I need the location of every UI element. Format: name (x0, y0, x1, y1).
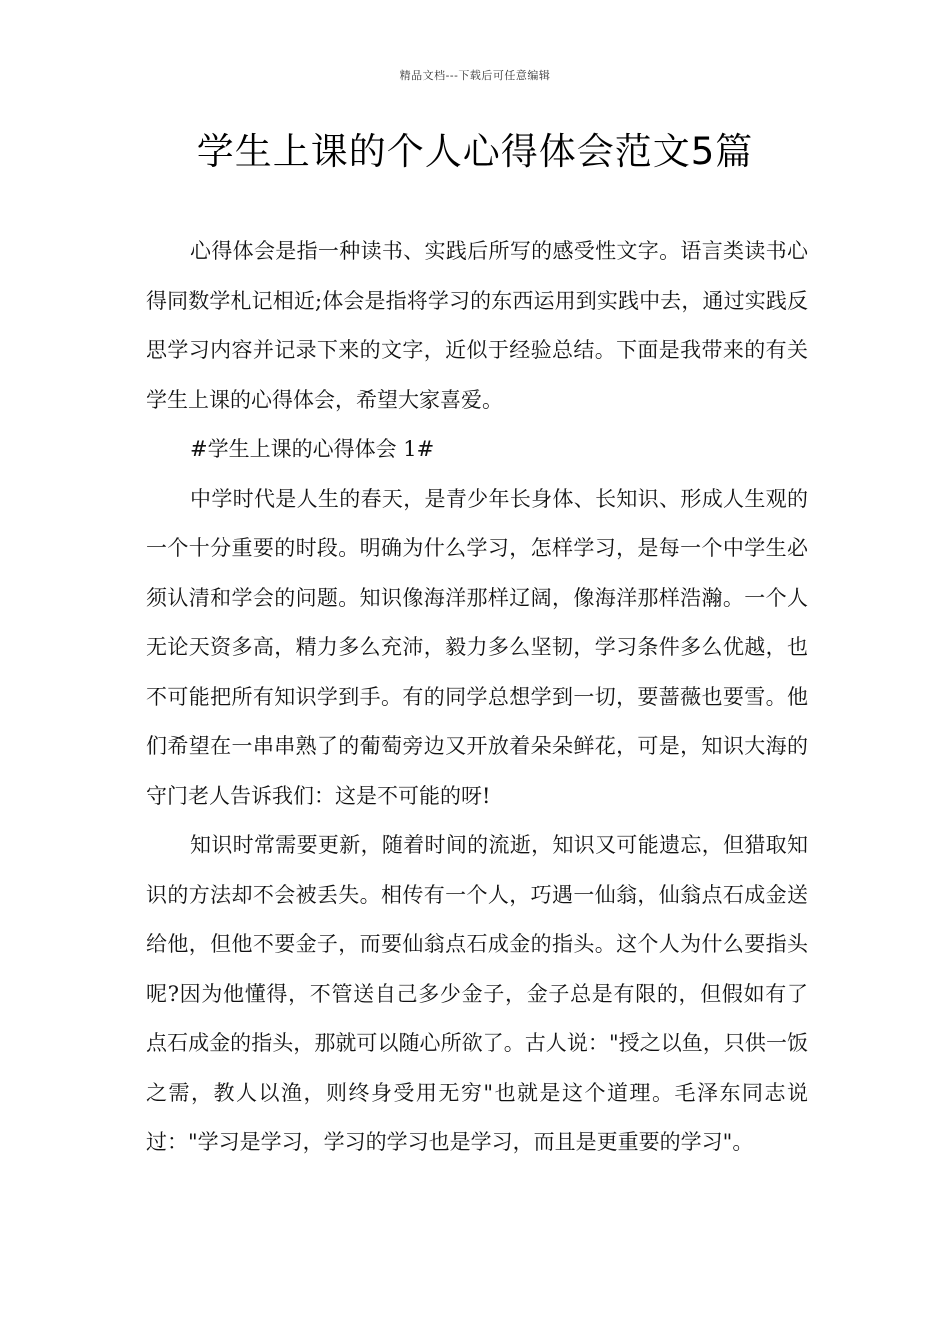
section1-paragraph-1: 中学时代是人生的春天，是青少年长身体、长知识、形成人生观的一个十分重要的时段。明确为什么学习，怎样学习，是每一个中学生必须认清和学会的问题。知识像海洋那样辽阔，像海洋那样浩瀚。一个人无论天资多高，精力多么充沛，毅力多么坚韧，学习条件多么优越，也不可能把所有知识学到手。有的同学总想学到一切，要蔷薇也要雪。他们希望在一串串熟了的葡萄旁边又开放着朵朵鲜花，可是，知识大海的守门老人告诉我们：这是不可能的呀! (146, 486, 808, 808)
document-title: 学生上课的个人心得体会范文5篇 (196, 130, 754, 173)
intro-paragraph: 心得体会是指一种读书、实践后所写的感受性文字。语言类读书心得同数学札记相近;体会是指将学习的东西运用到实践中去，通过实践反思学习内容并记录下来的文字，近似于经验总结。下面是我带来的有关学生上课的心得体会，希望大家喜爱。 (146, 239, 808, 412)
document-body (146, 227, 808, 1168)
header-note: 精品文档---下载后可任意编辑 (399, 69, 551, 82)
section-heading-1: #学生上课的心得体会 1# (190, 437, 435, 461)
section1-paragraph-2: 知识时常需要更新，随着时间的流逝，知识又可能遗忘，但猎取知识的方法却不会被丢失。相传有一个人，巧遇一仙翁，仙翁点石成金送给他，但他不要金子，而要仙翁点石成金的指头。这个人为什么要指头呢?因为他懂得，不管送自己多少金子，金子总是有限的，但假如有了点石成金的指头，那就可以随心所欲了。古人说："授之以鱼，只供一饭之需，教人以渔，则终身受用无穷"也就是这个道理。毛泽东同志说过："学习是学习，学习的学习也是学习，而且是更重要的学习"。 (146, 833, 808, 1154)
